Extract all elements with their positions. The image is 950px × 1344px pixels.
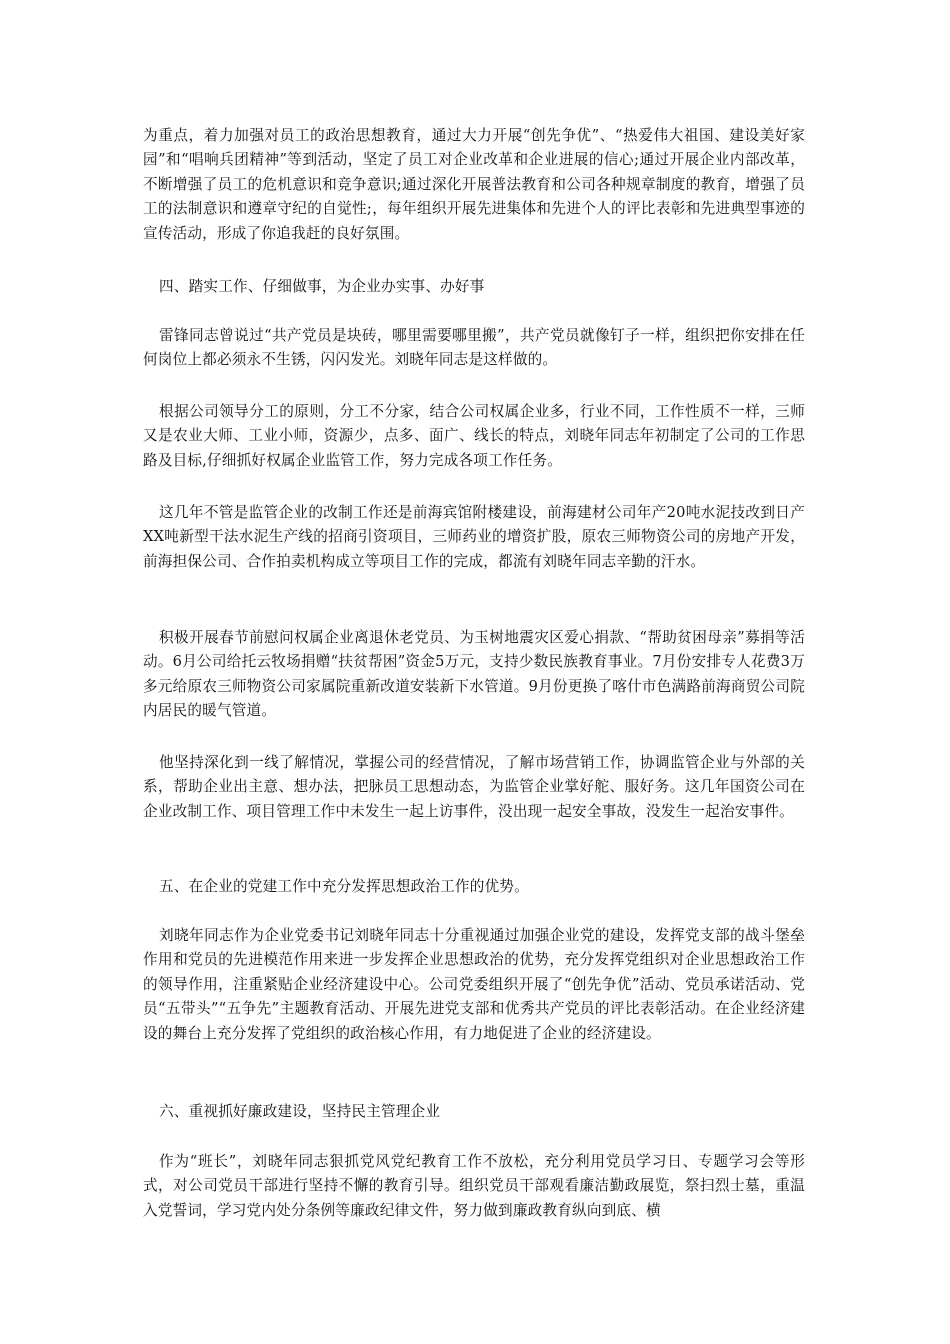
paragraph-intro: 为重点，着力加强对员工的政治思想教育，通过大力开展“创先争优”、“热爱伟大祖国、建设美好家园”和“唱响兵团精神”等到活动，坚定了员工对企业改革和企业进展的信心;通过开展企业内部改革，不断增强了员工的危机意识和竞争意识;通过深化开展普法教育和公司各种规章制度的教育，增强了员工的法制意识和遵章守纪的自觉性;，每年组织开展先进集体和先进个人的评比表彰和先进典型事迹的宣传活动，形成了你追我赶的良好氛围。: [143, 127, 805, 242]
paragraph-projects: 这几年不管是监管企业的改制工作还是前海宾馆附楼建设，前海建材公司年产20吨水泥技改到日产XX吨新型干法水泥生产线的招商引资项目，三师药业的增资扩股，原农三师物资公司的房地产开发，前海担保公司、合作拍卖机构成立等项目工作的完成，都流有刘晓年同志辛勤的汗水。: [143, 504, 805, 570]
paragraph-leifeng: 雷锋同志曾说过“共产党员是块砖，哪里需要哪里搬”，共产党员就像钉子一样，组织把你安排在任何岗位上都必须永不生锈，闪闪发光。刘晓年同志是这样做的。: [143, 327, 805, 369]
paragraph-integrity: 作为“班长”，刘晓年同志狠抓党风党纪教育工作不放松，充分利用党员学习日、专题学习会等形式，对公司党员干部进行坚持不懈的教育引导。组织党员干部观看廉洁勤政展览，祭扫烈士墓，重温入党誓词，学习党内处分条例等廉政纪律文件，努力做到廉政教育纵向到底、横: [143, 1153, 805, 1219]
section-heading-5: 五、在企业的党建工作中充分发挥思想政治工作的优势。: [159, 878, 529, 895]
paragraph-charity: 积极开展春节前慰问权属企业离退休老党员、为玉树地震灾区爱心捐款、“帮助贫困母亲”募捐等活动。6月公司给托云牧场捐赠“扶贫帮困”资金5万元，支持少数民族教育事业。7月份安排专人花费3万多元给原农三师物资公司家属院重新改道安装新下水管道。9月份更换了喀什市色满路前海商贸公司院内居民的暖气管道。: [143, 629, 805, 720]
section-heading-4: 四、踏实工作、仔细做事，为企业办实事、办好事: [159, 278, 485, 295]
paragraph-frontline: 他坚持深化到一线了解情况，掌握公司的经营情况，了解市场营销工作，协调监管企业与外部的关系，帮助企业出主意、想办法，把脉员工思想动态，为监管企业掌好舵、服好务。这几年国资公司在企业改制工作、项目管理工作中未发生一起上访事件，没出现一起安全事故，没发生一起治安事件。: [143, 754, 805, 820]
paragraph-party-building: 刘晓年同志作为企业党委书记刘晓年同志十分重视通过加强企业党的建设，发挥党支部的战斗堡垒作用和党员的先进模范作用来进一步发挥企业思想政治的优势，充分发挥党组织对企业思想政治工作的领导作用，注重紧贴企业经济建设中心。公司党委组织开展了“创先争优”活动、党员承诺活动、党员“五带头”“五争先”主题教育活动、开展先进党支部和优秀共产党员的评比表彰活动。在企业经济建设的舞台上充分发挥了党组织的政治核心作用，有力地促进了企业的经济建设。: [143, 927, 805, 1042]
paragraph-division-principle: 根据公司领导分工的原则，分工不分家，结合公司权属企业多，行业不同，工作性质不一样，三师又是农业大师、工业小师，资源少，点多、面广、线长的特点，刘晓年同志年初制定了公司的工作思路及目标,仔细抓好权属企业监管工作，努力完成各项工作任务。: [143, 403, 805, 469]
section-heading-6: 六、重视抓好廉政建设，坚持民主管理企业: [159, 1103, 441, 1120]
